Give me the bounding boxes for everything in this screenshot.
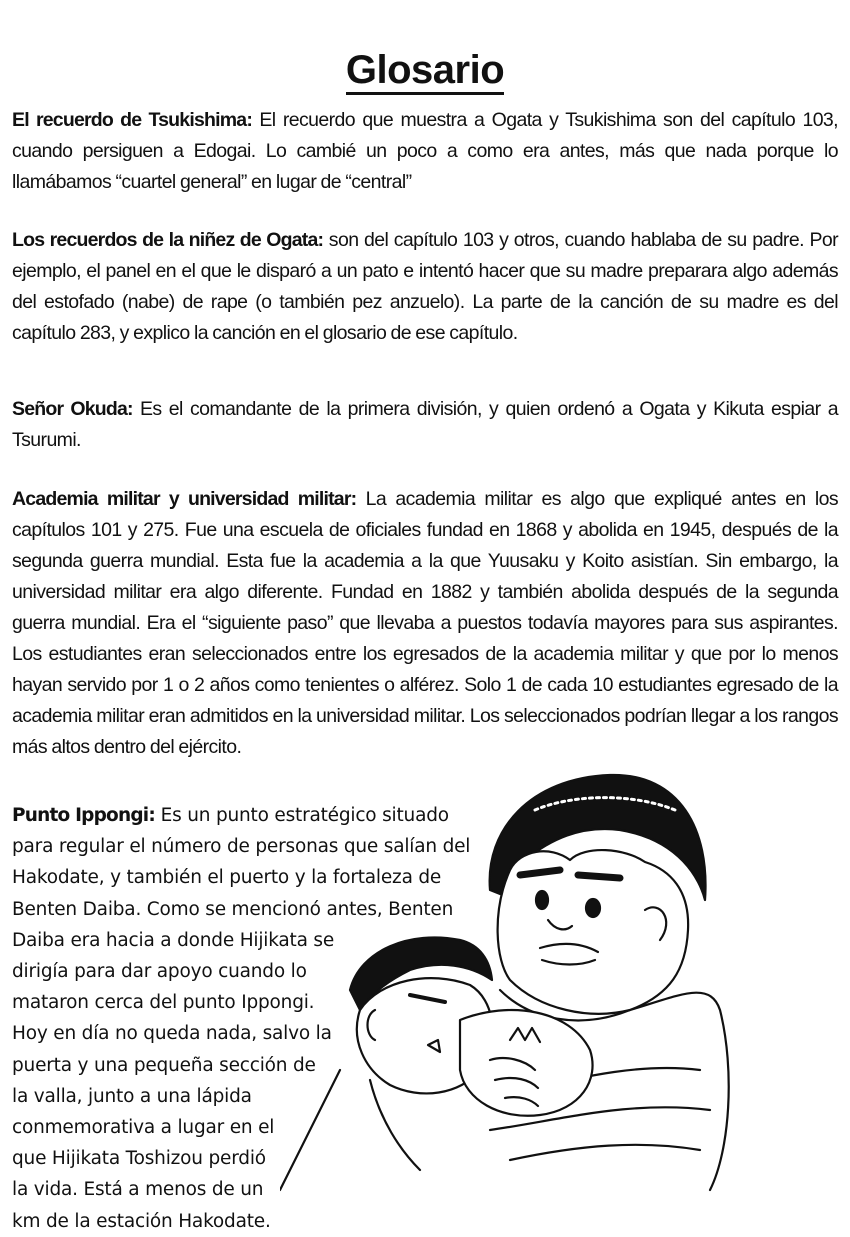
glossary-term: Academia militar y universidad militar: bbox=[12, 488, 357, 510]
glossary-definition-line: Hakodate, y también el puerto y la fortaleza de bbox=[12, 867, 442, 889]
glossary-definition: El recuerdo que muestra a Ogata y Tsukishima son del capítulo 103, cuando persiguen a Edogai. Lo cambié un poco a como era antes, más que nada porque lo llamábamos “cuartel general” en lugar de “central” bbox=[12, 109, 838, 193]
glossary-entry-ogata-childhood bbox=[12, 225, 838, 349]
glossary-definition-line: para regular el número de personas que salían del bbox=[12, 836, 471, 858]
glossary-term: El recuerdo de Tsukishima: bbox=[12, 109, 253, 131]
glossary-definition: La academia militar es algo que expliqué antes en los capítulos 101 y 275. Fue una escuela de oficiales fundad en 1868 y abolida en 1945, después de la segunda guerra mundial. Esta fue la academia a la que Yuusaku y Koito asistían. Sin embargo, la universidad militar era algo diferente. Fundad en 1882 y también abolida después de la segunda guerra mundial. Era el “siguiente paso” que llevaba a puestos todavía mayores para sus aspirantes. Los estudiantes eran seleccionados entre los egresados de la academia militar y que por lo menos hayan servido por 1 o 2 años como tenientes o alférez. Solo 1 de cada 10 estudiantes egresado de la academia militar eran admitidos en la universidad militar. Los seleccionados podrían llegar a los rangos más altos dentro del ejército. bbox=[12, 488, 838, 758]
glossary-definition-line: la valla, junto a una lápida bbox=[12, 1085, 252, 1107]
glossary-definition-line: puerta y una pequeña sección de bbox=[12, 1054, 316, 1076]
glossary-definition-line: que Hijikata Toshizou perdió bbox=[12, 1148, 266, 1170]
glossary-definition-line: Daiba era hacia a donde Hijikata se bbox=[12, 929, 335, 951]
page-title: Glosario bbox=[0, 48, 850, 93]
glossary-entry-okuda bbox=[12, 394, 838, 456]
glossary-term: Señor Okuda: bbox=[12, 398, 133, 420]
glossary-entry-tsukishima-memory bbox=[12, 105, 838, 198]
glossary-definition-line: dirigía para dar apoyo cuando lo bbox=[12, 961, 307, 983]
glossary-term: Punto Ippongi: bbox=[12, 805, 155, 826]
glossary-definition-line: mataron cerca del punto Ippongi. bbox=[12, 992, 315, 1014]
glossary-term: Los recuerdos de la niñez de Ogata: bbox=[12, 229, 324, 251]
glossary-definition: Es el comandante de la primera división, y quien ordenó a Ogata y Kikuta espiar a Tsurumi. bbox=[12, 398, 838, 451]
glossary-definition: son del capítulo 103 y otros, cuando hablaba de su padre. Por ejemplo, el panel en el que le disparó a un pato e intentó hacer que su madre preparara algo además del estofado (nabe) de rape (o también pez anzuelo). La parte de la canción de su madre es del capítulo 283, y explico la canción en el glosario de ese capítulo. bbox=[12, 229, 838, 344]
glossary-definition-line: Benten Daiba. Como se mencionó antes, Benten bbox=[12, 898, 454, 920]
manga-illustration bbox=[280, 770, 850, 1207]
glossary-definition-line: la vida. Está a menos de un bbox=[12, 1179, 264, 1201]
glossary-definition-line: conmemorativa a lugar en el bbox=[12, 1117, 275, 1139]
glossary-definition-line: km de la estación Hakodate. bbox=[12, 1210, 271, 1232]
glossary-definition-line: Hoy en día no queda nada, salvo la bbox=[12, 1023, 332, 1045]
glossary-definition-line: Es un punto estratégico situado bbox=[154, 805, 449, 826]
glossary-entry-military-academy bbox=[12, 484, 838, 763]
